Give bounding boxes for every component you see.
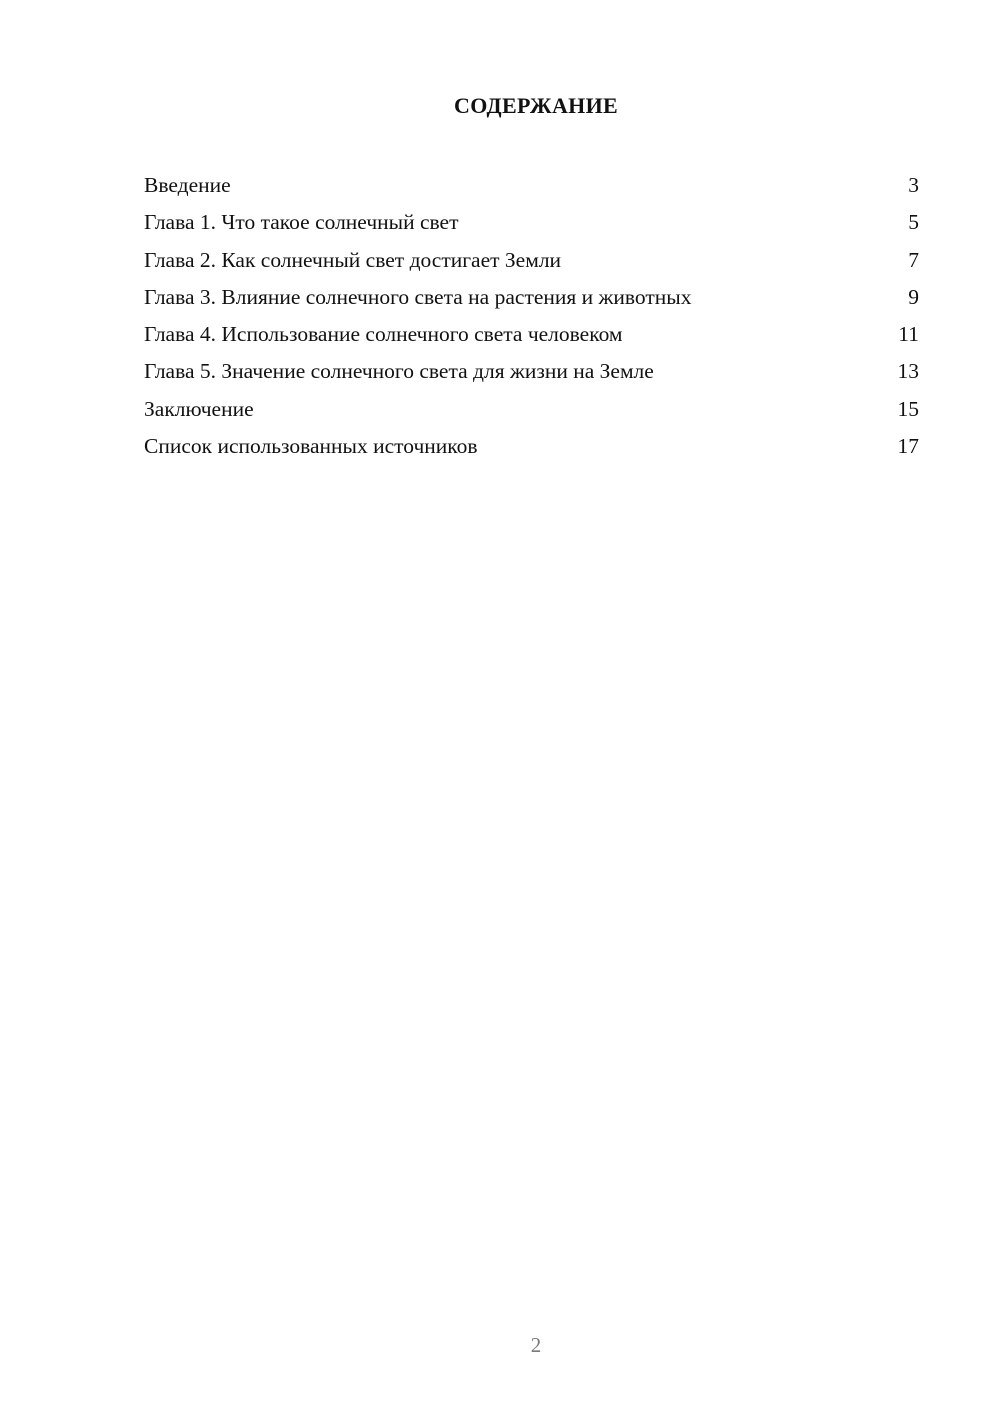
toc-list [144,170,919,468]
toc-item-label: Глава 5. Значение солнечного света для жизни на Земле [144,359,654,384]
toc-item-chapter-1 [144,207,919,244]
toc-item-conclusion [144,394,919,431]
toc-item-page: 3 [908,173,919,197]
toc-item-label: Глава 1. Что такое солнечный свет [144,210,459,235]
toc-item-chapter-5 [144,356,919,393]
toc-item-page: 11 [898,322,919,347]
toc-item-page: 15 [897,396,919,421]
toc-item-page: 7 [908,247,919,272]
toc-item-page: 13 [897,359,919,384]
toc-item-introduction [144,170,919,207]
toc-item-page: 17 [897,434,919,459]
toc-item-chapter-4 [144,319,919,356]
toc-item-page: 5 [908,210,919,235]
toc-item-page: 9 [908,284,919,309]
toc-item-label: Список использованных источников [144,434,478,459]
toc-item-references [144,431,919,468]
toc-item-chapter-3 [144,282,919,319]
toc-item-label: Введение [144,173,231,197]
toc-item-label: Заключение [144,396,254,421]
toc-item-label: Глава 2. Как солнечный свет достигает Земли [144,247,562,272]
toc-item-label: Глава 3. Влияние солнечного света на растения и животных [144,284,692,309]
toc-title: СОДЕРЖАНИЕ [454,93,618,118]
toc-item-chapter-2 [144,245,919,282]
toc-item-label: Глава 4. Использование солнечного света человеком [144,322,623,347]
page-number: 2 [530,1333,542,1357]
